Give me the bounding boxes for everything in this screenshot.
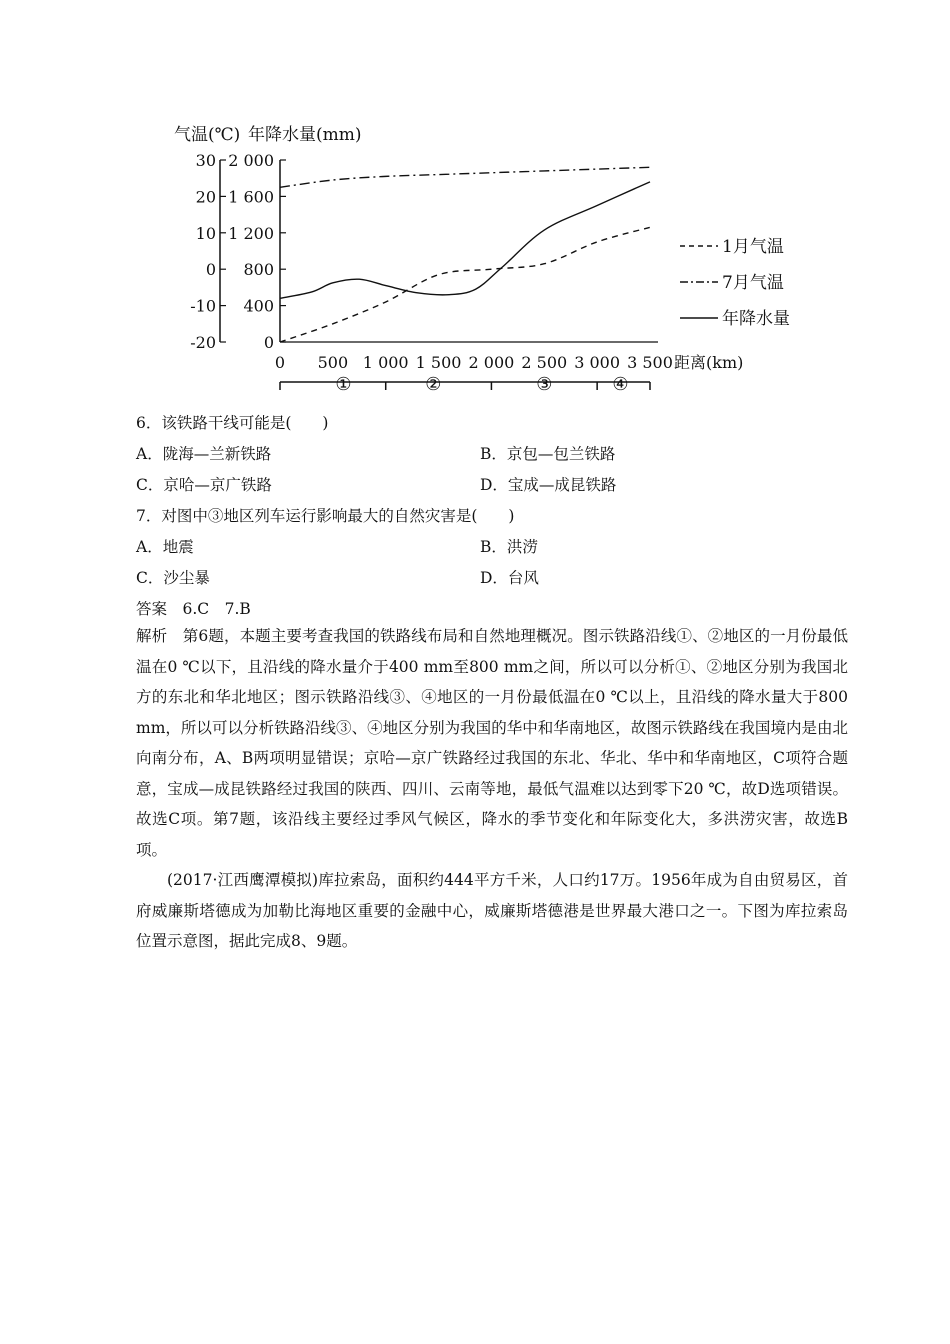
chart-legend — [680, 237, 790, 329]
legend-label: 7月气温 — [722, 273, 784, 293]
x-tick-label: 1 500 — [415, 353, 462, 372]
region-label: ② — [425, 374, 442, 395]
answer-line: 答案 6.C 7.B — [136, 600, 251, 618]
region-label: ① — [335, 374, 352, 395]
question-6-stem: 6．该铁路干线可能是( ) — [136, 414, 329, 432]
y-right-tick-label: 1 600 — [228, 187, 274, 207]
legend-label: 年降水量 — [722, 309, 790, 329]
intro-text: (2017·江西鹰潭模拟)库拉索岛，面积约444平方千米，人口约17万。1956年成为自由贸易区，首府威廉斯塔德成为加勒比海地区重要的金融中心，威廉斯塔德港是世界最大港口之一。下图为库拉索岛位置示意图，据此完成8、9题。 — [136, 871, 848, 950]
q7-option-b: B．洪涝 — [480, 538, 538, 556]
y-right-tick-label: 0 — [263, 333, 274, 352]
series-line-1 — [280, 227, 650, 342]
y-left-tick-label: 10 — [195, 223, 216, 243]
q7-option-c: C．沙尘暴 — [136, 569, 210, 587]
x-tick-label: 0 — [274, 353, 286, 372]
q7-option-d: D．台风 — [480, 569, 539, 587]
chart-series — [280, 167, 650, 342]
y-left-tick-label: 30 — [195, 151, 216, 170]
series-line-2 — [280, 167, 650, 187]
x-tick-label: 2 500 — [521, 353, 568, 372]
analysis-text: 解析 第6题，本题主要考查我国的铁路线布局和自然地理概况。图示铁路沿线①、②地区的一月份最低温在0 ℃以下，且沿线的降水量介于400 mm至800 mm之间，所以可以分析①、②地区分别为我国北方的东北和华北地区；图示铁路沿线③、④地区的一月份最低温在0 ℃以上，且沿线的降水量大于800 mm，所以可以分析铁路沿线③、④地区分别为我国的华中和华南地区，故图示铁路线在我国境内是由北向南分布，A、B两项明显错误；京哈—京广铁路经过我国的东北、华北、华中和华南地区，C项符合题意，宝成—成昆铁路经过我国的陕西、四川、云南等地，最低气温难以达到零下20 ℃，故D选项错误。故选C项。第7题，该沿线主要经过季风气候区，降水的季节变化和年际变化大，多洪涝灾害，故选B项。 — [136, 627, 848, 859]
y-left-tick-label: 0 — [205, 260, 216, 280]
x-tick-label: 1 000 — [362, 353, 409, 372]
y-left-axis-title: 气温(℃) — [174, 125, 241, 145]
x-tick-label: 500 — [317, 353, 349, 372]
legend-label: 1月气温 — [722, 237, 784, 257]
x-tick-label: 3 000 — [574, 353, 621, 372]
y-right-tick-label: 2 000 — [228, 151, 274, 170]
analysis-paragraph — [136, 621, 848, 865]
y-left-tick-label: -20 — [190, 333, 216, 352]
y-left-tick-label: -10 — [190, 296, 216, 316]
region-label: ③ — [536, 374, 553, 395]
x-tick-label: 2 000 — [468, 353, 515, 372]
climate-railway-chart — [160, 118, 820, 398]
y-left-tick-label: 20 — [195, 187, 216, 207]
region-label: ④ — [612, 374, 629, 395]
chart-axes — [174, 124, 743, 395]
y-right-tick-label: 400 — [243, 296, 274, 316]
q6-option-a: A．陇海—兰新铁路 — [136, 445, 272, 463]
x-tick-label: 3 500 — [627, 353, 673, 372]
y-right-tick-label: 800 — [243, 260, 274, 280]
q6-option-b: B．京包—包兰铁路 — [480, 445, 616, 463]
y-right-axis-title: 年降水量(mm) — [248, 125, 362, 145]
q6-option-c: C．京哈—京广铁路 — [136, 476, 272, 494]
question-7-stem: 7．对图中③地区列车运行影响最大的自然灾害是( ) — [136, 507, 515, 525]
x-axis-title: 距离(km) — [674, 353, 744, 372]
intro-paragraph — [136, 865, 848, 957]
q7-option-a: A．地震 — [136, 538, 194, 556]
series-line-3 — [280, 182, 650, 298]
q6-option-d: D．宝成—成昆铁路 — [480, 476, 617, 494]
y-right-tick-label: 1 200 — [228, 223, 274, 243]
